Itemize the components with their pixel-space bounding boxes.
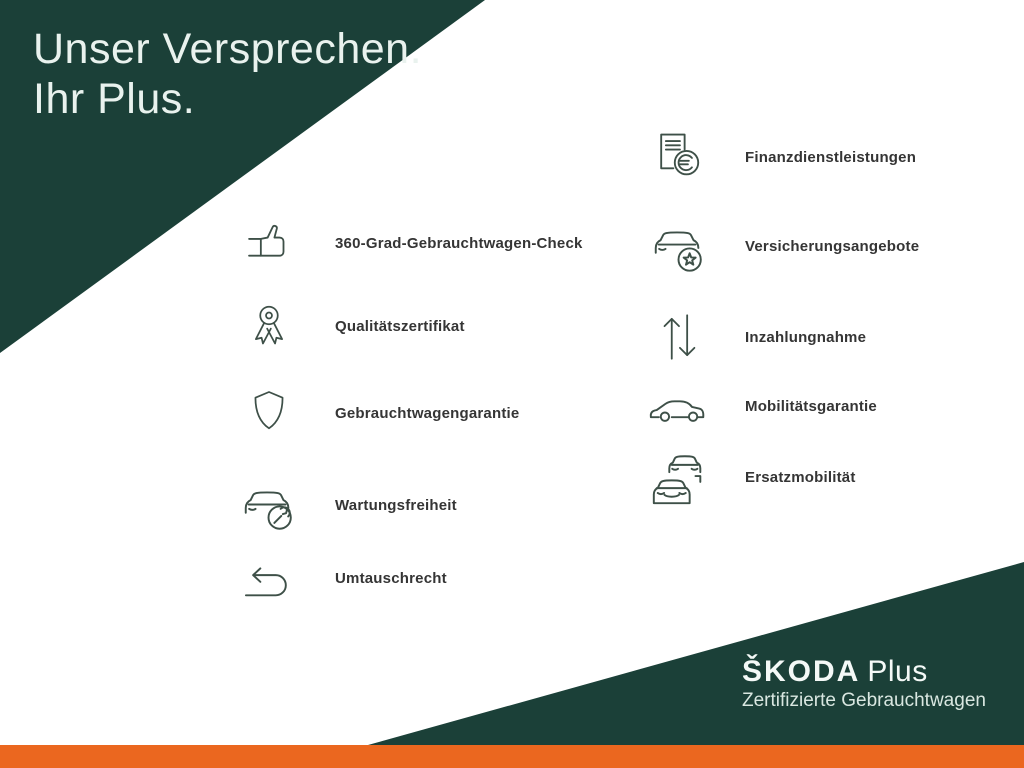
benefit-item xyxy=(236,208,583,278)
benefit-item xyxy=(646,211,919,281)
benefit-label: Ersatzmobilität xyxy=(745,468,856,486)
page-title xyxy=(33,24,422,124)
benefit-item xyxy=(236,378,519,448)
award-ribbon-icon xyxy=(236,291,302,361)
benefit-label: Umtauschrecht xyxy=(335,569,447,587)
brand-tagline: Zertifizierte Gebrauchtwagen xyxy=(742,690,986,711)
benefit-label: Wartungsfreiheit xyxy=(335,496,457,514)
benefit-item xyxy=(236,291,465,361)
benefit-label: Versicherungsangebote xyxy=(745,237,920,255)
invoice-euro-icon xyxy=(646,122,712,192)
benefit-label: 360-Grad-Gebrauchtwagen-Check xyxy=(335,234,583,252)
benefit-item xyxy=(236,543,447,613)
benefit-item xyxy=(646,302,866,372)
benefit-label: Gebrauchtwagengarantie xyxy=(335,404,520,422)
skoda-plus-logo xyxy=(742,656,986,711)
brand-wordmark: ŠKODA xyxy=(742,655,861,688)
brand-suffix: Plus xyxy=(867,655,928,688)
benefit-item xyxy=(236,470,457,540)
up-down-arrows-icon xyxy=(646,302,712,372)
benefit-item xyxy=(646,122,916,192)
benefit-item xyxy=(646,371,877,441)
two-cars-icon xyxy=(646,442,712,512)
shield-icon xyxy=(236,378,302,448)
thumbs-up-icon xyxy=(236,208,302,278)
headline-line2: Ihr Plus. xyxy=(33,75,196,123)
car-side-icon xyxy=(646,371,712,441)
benefit-label: Qualitätszertifikat xyxy=(335,317,465,335)
benefit-label: Inzahlungnahme xyxy=(745,328,867,346)
benefit-label: Finanzdienstleistungen xyxy=(745,148,917,166)
car-service-icon xyxy=(236,470,302,540)
return-arrow-icon xyxy=(236,543,302,613)
orange-footer-bar xyxy=(0,745,1024,768)
car-star-icon xyxy=(646,211,712,281)
headline-line1: Unser Versprechen. xyxy=(33,25,423,73)
benefit-item xyxy=(646,442,856,512)
benefit-label: Mobilitätsgarantie xyxy=(745,397,877,415)
